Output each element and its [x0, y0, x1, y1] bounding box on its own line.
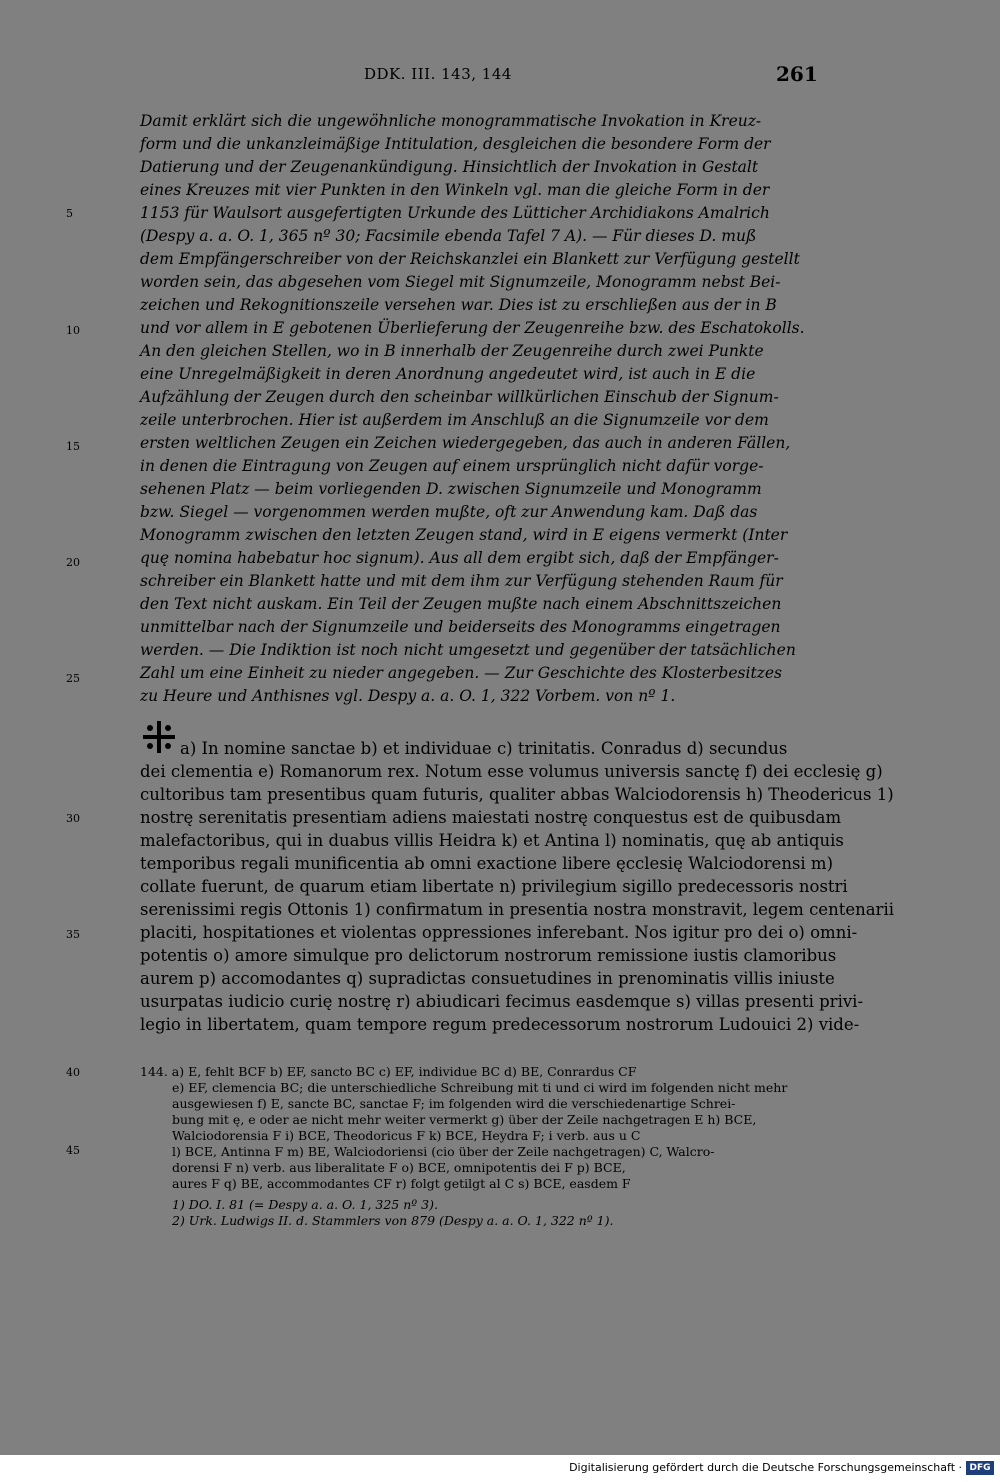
commentary-line: quę nomina habebatur hoc signum). Aus all dem ergibt sich, daß der Empfänger-: [140, 549, 779, 567]
apparatus-line: e) EF, clemencia BC; die unterschiedliche Schreibung mit ti und ci wird im folgenden nicht mehr: [172, 1080, 788, 1095]
source-note: 2) Urk. Ludwigs II. d. Stammlers von 879 (Despy a. a. O. 1, 322 nº 1).: [172, 1213, 614, 1228]
commentary-line: dem Empfängerschreiber von der Reichskanzlei ein Blankett zur Verfügung gestellt: [140, 250, 800, 268]
commentary-line: bzw. Siegel — vorgenommen werden mußte, oft zur Anwendung kam. Daß das: [140, 503, 758, 521]
commentary-line: zeichen und Rekognitionszeile versehen war. Dies ist zu erschließen aus der in B: [140, 296, 777, 314]
running-title: DDK. III. 143, 144: [364, 65, 512, 83]
apparatus-line: aures F q) BE, accommodantes CF r) folgt getilgt al C s) BCE, easdem F: [172, 1176, 631, 1191]
commentary-line: zu Heure und Anthisnes vgl. Despy a. a. O. 1, 322 Vorbem. von nº 1.: [140, 687, 676, 705]
line-number: 20: [66, 556, 80, 569]
apparatus-line: bung mit ę, e oder ae nicht mehr weiter vermerkt g) über der Zeile nachgetragen E h) BCE,: [172, 1112, 757, 1127]
commentary-line: den Text nicht auskam. Ein Teil der Zeugen mußte nach einem Abschnittszeichen: [140, 595, 782, 613]
commentary-line: eines Kreuzes mit vier Punkten in den Winkeln vgl. man die gleiche Form in der: [140, 181, 770, 199]
commentary-line: form und die unkanzleimäßige Intitulation, desgleichen die besondere Form der: [140, 135, 771, 153]
apparatus-line: dorensi F n) verb. aus liberalitate F o) BCE, omnipotentis dei F p) BCE,: [172, 1160, 626, 1175]
commentary-line: sehenen Platz — beim vorliegenden D. zwischen Signumzeile und Monogramm: [140, 480, 762, 498]
apparatus-line: Walciodorensia F i) BCE, Theodoricus F k) BCE, Heydra F; i verb. aus u C: [172, 1128, 641, 1143]
charter-line: cultoribus tam presentibus quam futuris, qualiter abbas Walciodorensis h) Theodericus 1): [140, 785, 894, 804]
commentary-line: ersten weltlichen Zeugen ein Zeichen wiedergegeben, das auch in anderen Fällen,: [140, 434, 791, 452]
charter-line: temporibus regali munificentia ab omni exactione libere ęcclesię Walciodorensi m): [140, 854, 834, 873]
charter-line: aurem p) accomodantes q) supradictas consuetudines in prenominatis villis iniuste: [140, 969, 835, 988]
charter-line: legio in libertatem, quam tempore regum predecessorum nostrorum Ludouici 2) vide-: [140, 1015, 860, 1034]
apparatus-line: 144. a) E, fehlt BCF b) EF, sancto BC c) EF, individue BC d) BE, Conrardus CF: [140, 1064, 637, 1079]
line-number: 30: [66, 812, 80, 825]
commentary-line: zeile unterbrochen. Hier ist außerdem im Anschluß an die Signumzeile vor dem: [140, 411, 769, 429]
funding-notice: Digitalisierung gefördert durch die Deutsche Forschungsgemeinschaft ·: [569, 1461, 962, 1474]
line-number: 45: [66, 1144, 80, 1157]
dfg-logo: DFG: [966, 1461, 994, 1475]
apparatus-line: ausgewiesen f) E, sancte BC, sanctae F; im folgenden wird die verschiedenartige Schrei-: [172, 1096, 736, 1111]
commentary-line: An den gleichen Stellen, wo in B innerhalb der Zeugenreihe durch zwei Punkte: [140, 342, 764, 360]
charter-line: serenissimi regis Ottonis 1) confirmatum in presentia nostra monstravit, legem centenarii: [140, 900, 894, 919]
line-number: 25: [66, 672, 80, 685]
line-number: 10: [66, 324, 80, 337]
line-number: 15: [66, 440, 80, 453]
charter-line: a) In nomine sanctae b) et individuae c) trinitatis. Conradus d) secundus: [180, 739, 788, 758]
commentary-line: Datierung und der Zeugenankündigung. Hinsichtlich der Invokation in Gestalt: [140, 158, 759, 176]
charter-line: nostrę serenitatis presentiam adiens maiestati nostrę conquestus est de quibusdam: [140, 808, 842, 827]
line-number: 35: [66, 928, 80, 941]
line-number: 40: [66, 1066, 80, 1079]
charter-line: placiti, hospitationes et violentas oppressiones inferebant. Nos igitur pro dei o) omni-: [140, 923, 858, 942]
commentary-line: Aufzählung der Zeugen durch den scheinbar willkürlichen Einschub der Signum-: [140, 388, 779, 406]
line-number: 5: [66, 207, 73, 220]
charter-line: potentis o) amore simulque pro delictorum nostrorum remissione iustis clamoribus: [140, 946, 837, 965]
source-note: 1) DO. I. 81 (= Despy a. a. O. 1, 325 nº 3).: [172, 1197, 438, 1212]
commentary-line: und vor allem in E gebotenen Überlieferung der Zeugenreihe bzw. des Eschatokolls.: [140, 319, 805, 337]
charter-line: collate fuerunt, de quarum etiam libertate n) privilegium sigillo predecessoris nostri: [140, 877, 848, 896]
digitization-footer: [0, 1455, 1000, 1482]
commentary-line: Monogramm zwischen den letzten Zeugen stand, wird in E eigens vermerkt (Inter: [140, 526, 788, 544]
charter-line: usurpatas iudicio curię nostrę r) abiudicari fecimus easdemque s) villas presenti privi-: [140, 992, 864, 1011]
charter-line: malefactoribus, qui in duabus villis Heidra k) et Antina l) nominatis, quę ab antiquis: [140, 831, 844, 850]
commentary-line: (Despy a. a. O. 1, 365 nº 30; Facsimile ebenda Tafel 7 A). — Für dieses D. muß: [140, 227, 757, 245]
charter-line: dei clementia e) Romanorum rex. Notum esse volumus universis sanctę f) dei ecclesię g): [140, 762, 883, 781]
commentary-line: eine Unregelmäßigkeit in deren Anordnung angedeutet wird, ist auch in E die: [140, 365, 756, 383]
commentary-line: unmittelbar nach der Signumzeile und beiderseits des Monogramms eingetragen: [140, 618, 781, 636]
commentary-line: worden sein, das abgesehen vom Siegel mit Signumzeile, Monogramm nebst Bei-: [140, 273, 781, 291]
page-number: 261: [776, 62, 818, 86]
commentary-line: Zahl um eine Einheit zu nieder angegeben. — Zur Geschichte des Klosterbesitzes: [140, 664, 782, 682]
commentary-line: 1153 für Waulsort ausgefertigten Urkunde des Lütticher Archidiakons Amalrich: [140, 204, 770, 222]
commentary-line: werden. — Die Indiktion ist noch nicht umgesetzt und gegenüber der tatsächlichen: [140, 641, 796, 659]
page-header: [0, 62, 1000, 90]
commentary-line: Damit erklärt sich die ungewöhnliche monogrammatische Invokation in Kreuz-: [140, 112, 762, 130]
commentary-line: schreiber ein Blankett hatte und mit dem ihm zur Verfügung stehenden Raum für: [140, 572, 783, 590]
apparatus-line: l) BCE, Antinna F m) BE, Walciodoriensi (cio über der Zeile nachgetragen) C, Walcro-: [172, 1144, 715, 1159]
commentary-line: in denen die Eintragung von Zeugen auf einem ursprünglich nicht dafür vorge-: [140, 457, 764, 475]
